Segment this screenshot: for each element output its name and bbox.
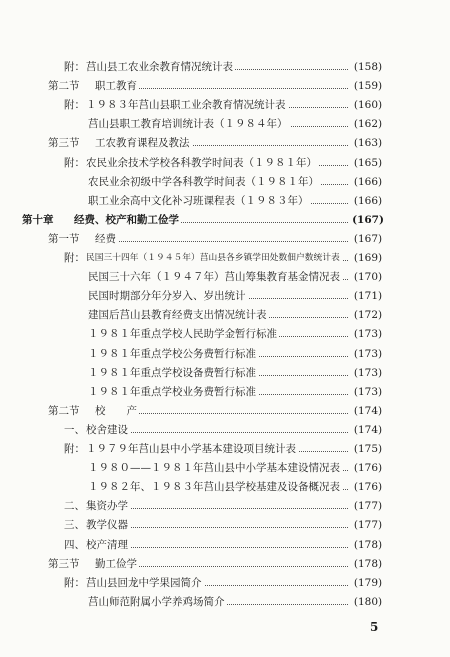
toc-entry-page: (176)	[348, 459, 388, 477]
toc-entry-title: １９８１年重点学校公务费暂行标准	[88, 345, 258, 363]
toc-entry	[0, 230, 450, 248]
toc-entry-prefix: 第三节	[48, 137, 80, 150]
toc-entry-title: 经费	[95, 230, 118, 248]
toc-entry	[0, 211, 450, 229]
toc-entry-page: (170)	[348, 268, 388, 286]
toc-entry-page: (166)	[348, 192, 388, 210]
toc-entry-page: (172)	[348, 306, 388, 324]
toc-entry-prefix: 附：	[64, 576, 85, 589]
toc-entry-title: 民国三十四年（１９４５年）莒山县各乡镇学田处数佃户数统计表	[86, 249, 342, 267]
toc-entry-prefix: 四、	[64, 538, 85, 551]
toc-entry-title: 校舍建设	[86, 421, 130, 439]
toc-entry	[0, 96, 450, 114]
toc-entry-prefix: 附：	[64, 61, 85, 73]
toc-entry-prefix: 附：	[64, 156, 85, 169]
toc-entry	[0, 497, 450, 515]
toc-entry-title: 校产清理	[86, 536, 130, 554]
toc-entry	[0, 345, 450, 363]
toc-entry-page: (177)	[348, 516, 388, 534]
toc-entry	[0, 478, 450, 496]
toc-entry	[0, 115, 450, 133]
toc-entry-title: 集资办学	[86, 497, 130, 515]
toc-entry-title: 校 产	[95, 402, 139, 420]
toc-entry-title: 莒山县职工教育培训统计表（１９８４年）	[88, 115, 290, 133]
toc-entry	[0, 574, 450, 592]
toc-entry	[0, 173, 450, 191]
toc-entry-page: (175)	[348, 440, 388, 458]
toc-entry-title: 工农教育课程及教法	[95, 134, 192, 152]
toc-entry-title: 农民业余初级中学各科教学时间表（１９８１年）	[88, 173, 321, 191]
toc-entry-page: (160)	[348, 96, 388, 114]
toc-entry-title: 农民业余技术学校各科教学时间表（１９８１年）	[86, 154, 319, 172]
toc-entry	[0, 364, 450, 382]
toc-entry-page: (163)	[348, 134, 388, 152]
toc-entry-page: (174)	[348, 402, 388, 420]
toc-entry-page: (173)	[348, 383, 388, 401]
toc-entry	[0, 134, 450, 152]
toc-entry-page: (180)	[348, 593, 388, 611]
toc-entry-title: 经费、校产和勤工俭学	[74, 211, 181, 229]
toc-entry	[0, 77, 450, 95]
toc-entry-title: 莒山师范附属小学养鸡场简介	[88, 593, 227, 611]
toc-entry	[0, 593, 450, 611]
toc-entry-page: (159)	[348, 77, 388, 95]
dot-leader	[95, 241, 348, 242]
toc-entry-page: (178)	[348, 536, 388, 554]
toc-entry	[0, 192, 450, 210]
toc-entry-prefix: 三、	[64, 519, 85, 532]
toc-entry-title: 民国时期部分年分岁入、岁出统计	[88, 287, 248, 305]
page-number: 5	[370, 620, 379, 634]
toc-entry-prefix: 第三节	[48, 557, 80, 570]
toc-entry-page: (169)	[348, 249, 388, 267]
toc-entry	[0, 154, 450, 172]
toc-entry-title: 莒山县回龙中学果园简介	[86, 574, 204, 592]
toc-entry-title: 职工教育	[95, 77, 139, 95]
toc-entry-prefix: 第一节	[48, 232, 80, 245]
toc-entry-title: 勤工俭学	[95, 555, 139, 573]
toc-entry-title: １９８２年、１９８３年莒山县学校基建及设备概况表	[88, 478, 342, 496]
toc-entry	[0, 268, 450, 286]
toc-entry	[0, 421, 450, 439]
toc-entry-prefix: 二、	[64, 500, 85, 513]
toc-entry-prefix: 附：	[64, 252, 85, 264]
toc-entry-page: (173)	[348, 345, 388, 363]
toc-entry	[0, 325, 450, 343]
toc-entry	[0, 249, 450, 267]
toc-entry-page: (177)	[348, 497, 388, 515]
toc-entry-title: １９８１年重点学校人民助学金暂行标准	[88, 325, 279, 343]
toc-entry-page: (173)	[348, 364, 388, 382]
toc-entry-page: (167)	[348, 211, 388, 229]
toc-entry-page: (178)	[348, 555, 388, 573]
toc-entry-title: １９８３年莒山县职工业余教育情况统计表	[86, 96, 288, 114]
toc-entry	[0, 402, 450, 420]
toc-entry-page: (158)	[348, 58, 388, 76]
toc-entry-page: (166)	[348, 173, 388, 191]
toc-entry-title: 民国三十六年（１９４７年）莒山筹集教育基金情况表	[88, 268, 342, 286]
toc-entry	[0, 440, 450, 458]
toc-entry-title: １９８１年重点学校设备费暂行标准	[88, 364, 258, 382]
toc-entry-prefix: 第十章	[22, 213, 54, 226]
toc-entry-title: 教学仪器	[86, 516, 130, 534]
toc-entry-page: (173)	[348, 325, 388, 343]
toc-entry-page: (167)	[348, 230, 388, 248]
toc-entry	[0, 287, 450, 305]
toc-entry-page: (165)	[348, 154, 388, 172]
toc-entry	[0, 555, 450, 573]
toc-entry-title: 莒山县工农业余教育情况统计表	[86, 58, 235, 76]
toc-entry	[0, 306, 450, 324]
toc-entry-page: (162)	[348, 115, 388, 133]
toc-entry	[0, 58, 450, 76]
toc-entry-prefix: 一、	[64, 423, 85, 436]
toc-entry-prefix: 附：	[64, 443, 85, 455]
toc-entry-title: １９８１年重点学校业务费暂行标准	[88, 383, 258, 401]
toc-entry-page: (176)	[348, 478, 388, 496]
toc-entry-prefix: 第二节	[48, 80, 80, 93]
toc-entry-page: (174)	[348, 421, 388, 439]
toc-entry	[0, 383, 450, 401]
toc-entry	[0, 459, 450, 477]
toc-entry-title: 建国后莒山县教育经费支出情况统计表	[88, 306, 269, 324]
toc-entry-prefix: 第二节	[48, 404, 80, 417]
toc-entry-page: (171)	[348, 287, 388, 305]
toc-entry	[0, 536, 450, 554]
toc-entry-title: １９７９年莒山县中小学基本建设项目统计表	[86, 440, 298, 458]
toc-entry-page: (179)	[348, 574, 388, 592]
toc-entry-title: 职工业余高中文化补习班课程表（１９８３年）	[88, 192, 311, 210]
toc-entry-prefix: 附：	[64, 99, 85, 112]
toc-entry-title: １９８０——１９８１年莒山县中小学基本建设情况表	[88, 459, 342, 477]
toc-entry	[0, 516, 450, 534]
